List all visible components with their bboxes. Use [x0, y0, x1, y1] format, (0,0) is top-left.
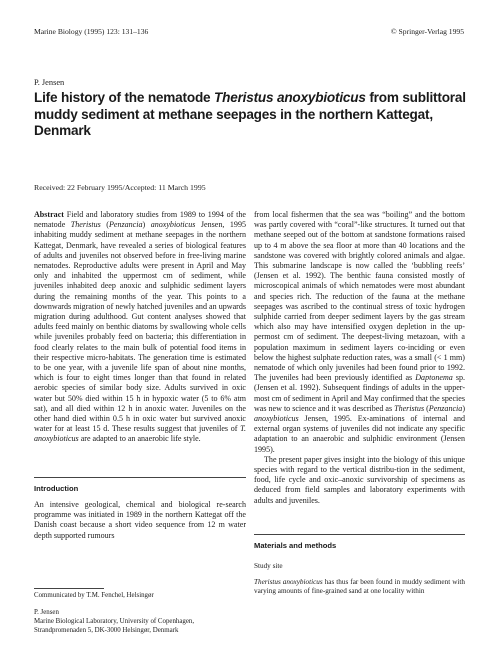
body-text: has thus far been found in muddy sediment with varying amounts of fine-grained sand at one locality within [254, 578, 465, 596]
publisher-copyright: © Springer-Verlag 1995 [390, 27, 464, 36]
body-text: ( [424, 403, 429, 413]
study-site-text [254, 578, 465, 596]
abstract-text: ( [100, 220, 109, 230]
body-text: ) [462, 403, 465, 413]
abstract-text: Jensen, 1995 inhabiting muddy sediment at methane seepages in the northern Kattegat, Denmark, have revealed a series of biological features of adults and juveniles not observed before in free-living marine nematodes. Reproductive adults were present in April and May only and inhabited the uppermost cm of sediment, while juveniles inhabited deep anoxic and sulphidic sediment layers during the remaining months of the year. This points to a downwards migration of newly hatched juveniles and an upwards migration during adulthood. Gut content analyses showed that adults feed mainly on benthic diatoms by swallowing whole cells while juveniles probably feed on bacteria; this differentiation in food clearly relates to the main bulk of potential food items in their respective micro-habitats. The generation time is estimated to be one year, with a juvenile life span of about nine months, which is four to eight times longer than that found in related aerobic species of similar body size. Adults survived in oxic water but 50% died within 15 h in hypoxic water (5 to 6% atm sat), and all died within 12 h in anoxic water. Juveniles on the other hand died within 0.5 h in oxic water but survived anoxic water for at least 15 d. These results suggest that juveniles of [34, 220, 246, 434]
study-site-subheading: Study site [254, 562, 283, 570]
author-address [34, 609, 246, 635]
body-text: Jensen, 1995. Ex-aminations of internal and external organ systems of juveniles did not indicate any specific adaptation to an anaerobic and sulphidic environment (Jensen 1995). [254, 414, 465, 454]
intro-paragraph-1 [254, 210, 465, 455]
abstract-heading: Abstract [34, 210, 64, 219]
abstract-species: anoxybioticus [150, 220, 196, 230]
communicated-by: Communicated by T.M. Fenchel, Helsingør [34, 592, 154, 599]
abstract-subgenus: Penzancia [108, 220, 143, 230]
title-species-name: Theristus anoxybioticus [214, 90, 366, 105]
received-dates: Received: 22 February 1995/Accepted: 11 March 1995 [34, 183, 206, 192]
title-text-1: Life history of the nematode [34, 90, 214, 105]
genus-daptonema: Daptonema [415, 373, 453, 383]
address-institution: Marine Biological Laboratory, University of Copenhagen, [34, 617, 195, 625]
intro-paragraph-2: The present paper gives insight into the biology of this unique species with regard to the vertical distribu-tion in the sediment, food, life cycle and oxic–anoxic survivorship of specimens as deduced from field samples and laboratory experiments with adults and juveniles. [254, 454, 465, 505]
abstract-text: are adapted to an anaerobic life style. [78, 434, 201, 444]
address-street: Strandpromenaden 5, DK-3000 Helsingør, Denmark [34, 626, 179, 634]
introduction-heading: Introduction [34, 484, 79, 493]
introduction-text [34, 500, 246, 541]
abstract-text: ) [142, 220, 151, 230]
species-anoxybioticus: anoxybioticus [254, 414, 299, 424]
journal-citation: Marine Biology (1995) 123: 131–136 [34, 27, 149, 36]
section-divider [254, 534, 465, 535]
body-text: sp. (Jensen et al. 1992). Subsequent findings of adults in the upper-most cm of sediment in April and May confirmed that the species was new to science and it was described as [254, 373, 465, 413]
species-name: Theristus anoxybioticus [254, 578, 323, 586]
author-name: P. Jensen [34, 78, 65, 87]
footnote-divider [34, 588, 104, 589]
body-text: from local fishermen that the sea was “boiling” and the bottom was partly covered with “coral”-like structures. It turned out that methane seeped out of the bottom at sandstone formations raised up to 4 m above the sea floor at more than 40 locations and the sandstone was covered with brightly colored animals and algae. This submarine landscape is now called the ‘bubbling reefs’ (Jensen et al. 1992). The benthic fauna consisted mostly of microscopical animals of which nematodes were most abundant and species rich. The reduction of the fauna at the methane seepages was ascribed to the continual stress of toxic hydrogen sulphide carried from deeper sediment layers by the gas stream which also may have intensified oxygen depletion in the up-permost cm of sediment. The deepest-living metazoan, with a population maximum in sediment layers co-inciding or even below the highest sulphate reduction rates, was a small (< 1 mm) nematode of which only juveniles had been found prior to 1992. The juveniles had been previously identified as [254, 210, 465, 383]
subgenus-penzancia: Penzancia [428, 403, 463, 413]
article-title [34, 90, 474, 140]
address-name: P. Jensen [34, 609, 59, 616]
abstract-genus: Theristus [70, 220, 101, 230]
methods-heading: Materials and methods [254, 541, 337, 550]
abstract-species-short: T. anoxybioticus [34, 424, 246, 444]
abstract-text: Field and laboratory studies from 1989 to 1994 of the nematode [34, 210, 246, 230]
abstract-paragraph [34, 210, 246, 445]
title-text-2: from sublittoral muddy sediment at methane seepages in the northern Kattegat, Denmark [34, 90, 466, 138]
abstract [34, 210, 246, 445]
introduction-continued [254, 210, 465, 506]
introduction-paragraph: An intensive geological, chemical and biological re-search programme was initiated in 1989 in the northern Kattegat off the Danish coast because a short video sequence from 12 m water depth supported rumours [34, 500, 246, 540]
section-divider [34, 477, 246, 478]
study-site-paragraph [254, 578, 465, 596]
genus-theristus: Theristus [394, 403, 425, 413]
